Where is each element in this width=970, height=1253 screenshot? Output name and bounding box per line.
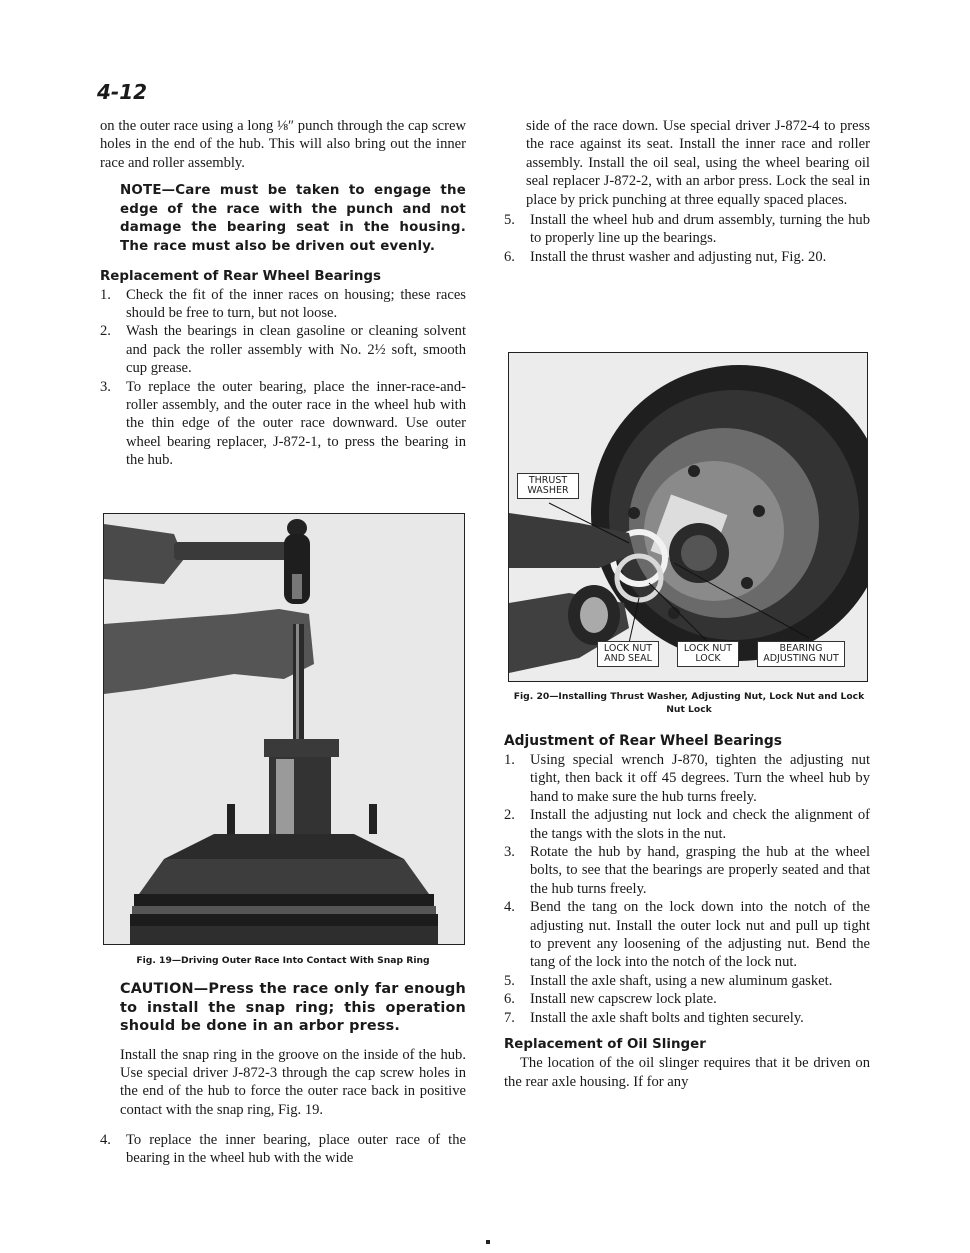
step-text: Check the fit of the inner races on housing; these races should be free to turn, but not loose. — [126, 286, 466, 321]
replacement-steps — [100, 286, 466, 470]
list-item — [504, 898, 870, 972]
list-item — [504, 751, 870, 806]
step-number: 1. — [100, 286, 111, 303]
step-number: 3. — [100, 378, 111, 395]
figure-19-photo — [103, 513, 465, 945]
list-item — [504, 1009, 870, 1027]
list-item — [504, 843, 870, 898]
step-number: 4. — [100, 1132, 111, 1148]
callout-bearing-adjusting-nut: BEARING ADJUSTING NUT — [757, 641, 845, 667]
wheel-hub-illustration — [509, 353, 867, 681]
left-column — [100, 117, 466, 470]
list-item — [100, 378, 466, 470]
hammer-punch-illustration — [104, 514, 464, 944]
step-number: 5. — [504, 212, 515, 229]
step-text: Using special wrench J-870, tighten the adjusting nut tight, then back it off 45 degrees. Turn the wheel hub by hand to make sure the hub turns freely. — [530, 752, 870, 805]
step-text: Install the wheel hub and drum assembly, turning the hub to properly line up the bearings. — [530, 212, 870, 247]
step-number: 6. — [504, 248, 515, 265]
step-number: 7. — [504, 1009, 515, 1026]
list-item — [504, 211, 870, 248]
step-text: Bend the tang on the lock down into the notch of the adjusting nut. Install the outer lock nut and pull up tight to prevent any loosening of the adjusting nut. Bend the tang of the lock into the notch of the lock nut. — [530, 899, 870, 971]
step-text: To replace the outer bearing, place the inner-race-and-roller assembly, and the outer race in the wheel hub with the thin edge of the outer race downward. Use outer wheel bearing replacer, J-872-1, to press the bearing in the hub. — [126, 378, 466, 469]
step-number: 2. — [100, 323, 111, 340]
step-text: Install the thrust washer and adjusting nut, Fig. 20. — [530, 248, 827, 265]
callout-lock-nut-and-seal: LOCK NUT AND SEAL — [597, 641, 659, 667]
list-item — [504, 972, 870, 990]
list-item — [100, 322, 466, 377]
section-heading-adjustment: Adjustment of Rear Wheel Bearings — [504, 733, 782, 749]
step-text: Wash the bearings in clean gasoline or cleaning solvent and pack the roller assembly with No. 2½ soft, smooth cup grease. — [126, 323, 466, 377]
list-item — [504, 248, 870, 266]
step-text: Install the axle shaft bolts and tighten securely. — [530, 1009, 804, 1026]
figure-19-caption: Fig. 19—Driving Outer Race Into Contact With Snap Ring — [136, 955, 430, 966]
list-item — [100, 286, 466, 323]
section-heading-replacement: Replacement of Rear Wheel Bearings — [100, 268, 381, 284]
step-number: 6. — [504, 991, 515, 1008]
right-column-lower — [504, 733, 870, 1091]
page-number: 4-12 — [97, 80, 148, 104]
list-item — [504, 806, 870, 843]
step-number: 3. — [504, 844, 515, 861]
callout-thrust-washer: THRUST WASHER — [517, 473, 579, 499]
step-text: Install the axle shaft, using a new aluminum gasket. — [530, 972, 833, 989]
left-step-4 — [100, 1131, 466, 1168]
step-text: Install the adjusting nut lock and check the alignment of the tangs with the slots in the nut. — [530, 807, 870, 842]
figure-20-photo — [508, 352, 868, 682]
caution-text: CAUTION—Press the race only far enough to install the snap ring; this operation should be done in an arbor press. — [120, 981, 466, 1034]
step-text: Rotate the hub by hand, grasping the hub at the wheel bolts, to see that the bearings are properly seated and that the hub turns freely. — [530, 844, 870, 897]
step-number: 1. — [504, 752, 515, 768]
intro-paragraph: on the outer race using a long ⅛″ punch through the cap screw holes in the end of the hub. This will also bring out the inner race and roller assembly. — [100, 118, 466, 171]
right-column — [504, 117, 870, 266]
step-number: 4. — [504, 899, 515, 916]
list-item — [100, 1131, 466, 1168]
left-column-lower — [120, 980, 466, 1119]
snap-ring-paragraph: Install the snap ring in the groove on the inside of the hub. Use special driver J-872-3 through the cap screw holes in the end of the hub to force the outer race back in positive contact with the snap ring, Fig. 19. — [120, 1046, 466, 1118]
callout-lock-nut-lock: LOCK NUT LOCK — [677, 641, 739, 667]
step-text: Install new capscrew lock plate. — [530, 991, 717, 1008]
step-text: To replace the inner bearing, place outer race of the bearing in the wheel hub with the wide — [126, 1132, 466, 1167]
figure-20-caption: Fig. 20—Installing Thrust Washer, Adjusting Nut, Lock Nut and Lock Nut Lock — [513, 691, 865, 715]
step-number: 5. — [504, 972, 515, 989]
oil-slinger-paragraph: The location of the oil slinger requires that it be driven on the rear axle housing. If for any — [504, 1055, 870, 1090]
continued-paragraph: side of the race down. Use special driver J-872-4 to press the race against its seat. Install the inner race and roller assembly. Install the oil seal, using the wheel bearing oil seal replacer J-872-2, with an arbor press. Lock the seal in place by prick punching at three equally spaced places. — [526, 118, 870, 208]
note-text: NOTE—Care must be taken to engage the edge of the race with the punch and not damage the bearing seat in the housing. The race must also be driven out evenly. — [120, 183, 466, 254]
list-item — [504, 990, 870, 1008]
section-heading-oil-slinger: Replacement of Oil Slinger — [504, 1037, 706, 1053]
step-number: 2. — [504, 807, 515, 824]
page-mark — [486, 1240, 490, 1244]
